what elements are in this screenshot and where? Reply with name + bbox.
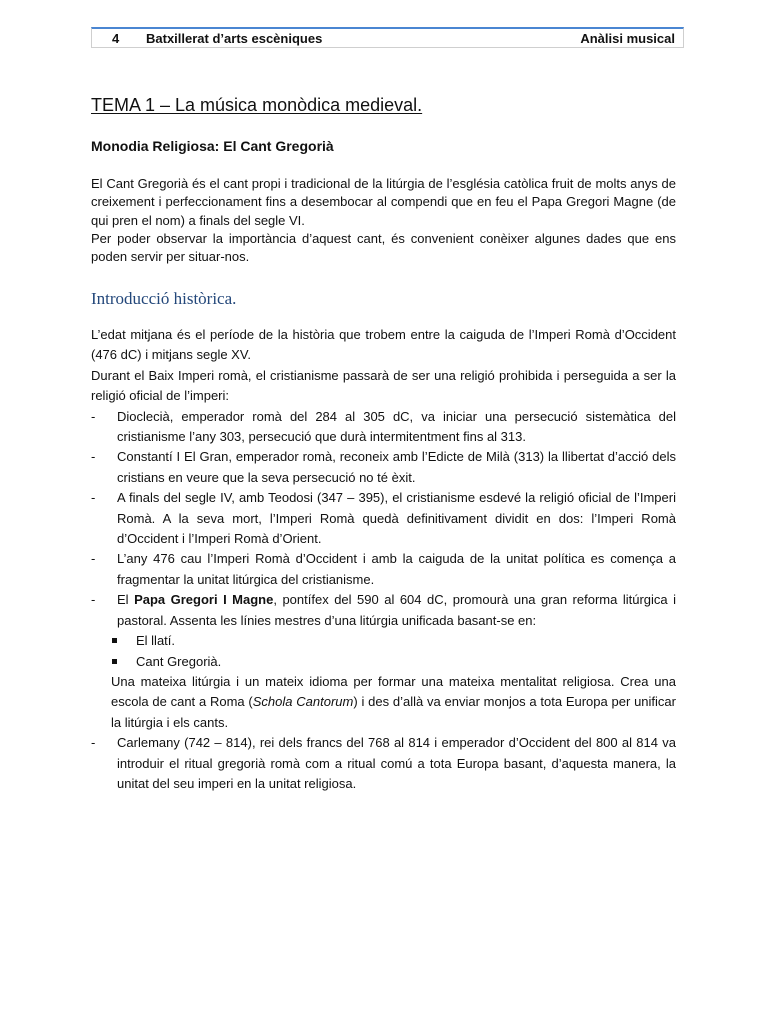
list-item-bold-name: Papa Gregori I Magne: [134, 592, 274, 608]
history-body: [91, 325, 676, 794]
list-item-text: Dioclecià, emperador romà del 284 al 305 dC, va iniciar una persecució sistemàtica del cristianisme l’any 303, persecució que durà intermitentment fins al 313.: [117, 408, 676, 445]
square-bullet-icon: [112, 638, 117, 643]
list-item-text: L’any 476 cau l’Imperi Romà d’Occident i amb la caiguda de la unitat política es comença a fragmentar la unitat litúrgica del cristianisme.: [117, 551, 676, 587]
header-course-title: Batxillerat d’arts escèniques: [146, 31, 323, 46]
list-item-prefix: El: [117, 592, 135, 608]
dash-marker: -: [91, 449, 96, 465]
list-item-text: Constantí I El Gran, emperador romà, reconeix amb l’Edicte de Milà (313) la llibertat d’acció dels cristians en veure que la seva persecució no té èxit.: [117, 449, 676, 485]
dash-marker: -: [91, 592, 96, 608]
italic-term: Schola Cantorum: [252, 694, 354, 710]
list-item: [91, 733, 676, 794]
square-bullet-icon: [112, 659, 117, 664]
page-header: [91, 27, 684, 48]
list-item: [91, 488, 676, 549]
dash-marker: -: [91, 735, 96, 751]
list-item-text: Carlemany (742 – 814), rei dels francs del 768 al 814 i emperador d’Occident del 800 al 814 va introduir el ritual gregorià romà com a ritual comú a tota Europa basant, d’aquesta manera, la unitat del seu imperi en la unitat religiosa.: [117, 735, 676, 791]
sub-bullet-item: [91, 631, 676, 651]
page-title: TEMA 1 – La música monòdica medieval.: [91, 95, 423, 115]
intro-text: [91, 175, 676, 266]
paragraph-text: ) i des d’allà va enviar monjos a tota Europa per unificar la litúrgia i els cants.: [111, 694, 676, 730]
body-paragraph: L’edat mitjana és el període de la història que trobem entre la caiguda de l’Imperi Romà d’Occident (476 dC) i mitjans segle XV.: [91, 327, 676, 363]
indented-paragraph: [91, 672, 676, 733]
dash-marker: -: [91, 490, 96, 506]
intro-paragraph: El Cant Gregorià és el cant propi i tradicional de la litúrgia de l’església catòlica fruit de molts anys de creixement i perfeccionament fins a desembocar al compendi que en feu el Papa Gregori Magne (de qui pren el nom) a finals del segle VI.: [91, 176, 676, 228]
dash-marker: -: [91, 551, 96, 567]
list-item-text: A finals del segle IV, amb Teodosi (347 – 395), el cristianisme esdevé la religió oficial de l’Imperi Romà. A la seva mort, l’Imperi Romà quedà definitivament dividit en dos: l’Imperi Romà d’Occident i l’Imperi Romà d’Orient.: [117, 490, 676, 547]
sub-bullet-text: El llatí.: [136, 633, 176, 649]
dash-marker: -: [91, 408, 96, 424]
list-item: [91, 447, 676, 488]
paragraph-text: Una mateixa litúrgia i un mateix idioma per formar una mateixa mentalitat religiosa. Crea una escola de cant a Roma (: [111, 673, 676, 710]
list-item: [91, 549, 676, 590]
section-subtitle: Monodia Religiosa: El Cant Gregorià: [91, 138, 334, 154]
sub-bullet-text: Cant Gregorià.: [136, 653, 222, 669]
list-item: [91, 407, 676, 448]
list-item-text: , pontífex del 590 al 604 dC, promourà una gran reforma litúrgica i pastoral. Assenta les línies mestres d’una litúrgia unificada basant-se en:: [117, 592, 676, 628]
body-paragraph: Durant el Baix Imperi romà, el cristianisme passarà de ser una religió prohibida i perseguida a ser la religió oficial de l’imperi:: [91, 367, 676, 404]
section-heading: Introducció històrica.: [91, 289, 237, 308]
header-subject: Anàlisi musical: [580, 31, 675, 46]
page-number: 4: [112, 31, 120, 46]
sub-bullet-item: [91, 652, 676, 672]
intro-paragraph: Per poder observar la importància d’aquest cant, és convenient conèixer algunes dades que ens poden servir per situar-nos.: [91, 230, 676, 265]
list-item-gregori: [91, 590, 676, 631]
